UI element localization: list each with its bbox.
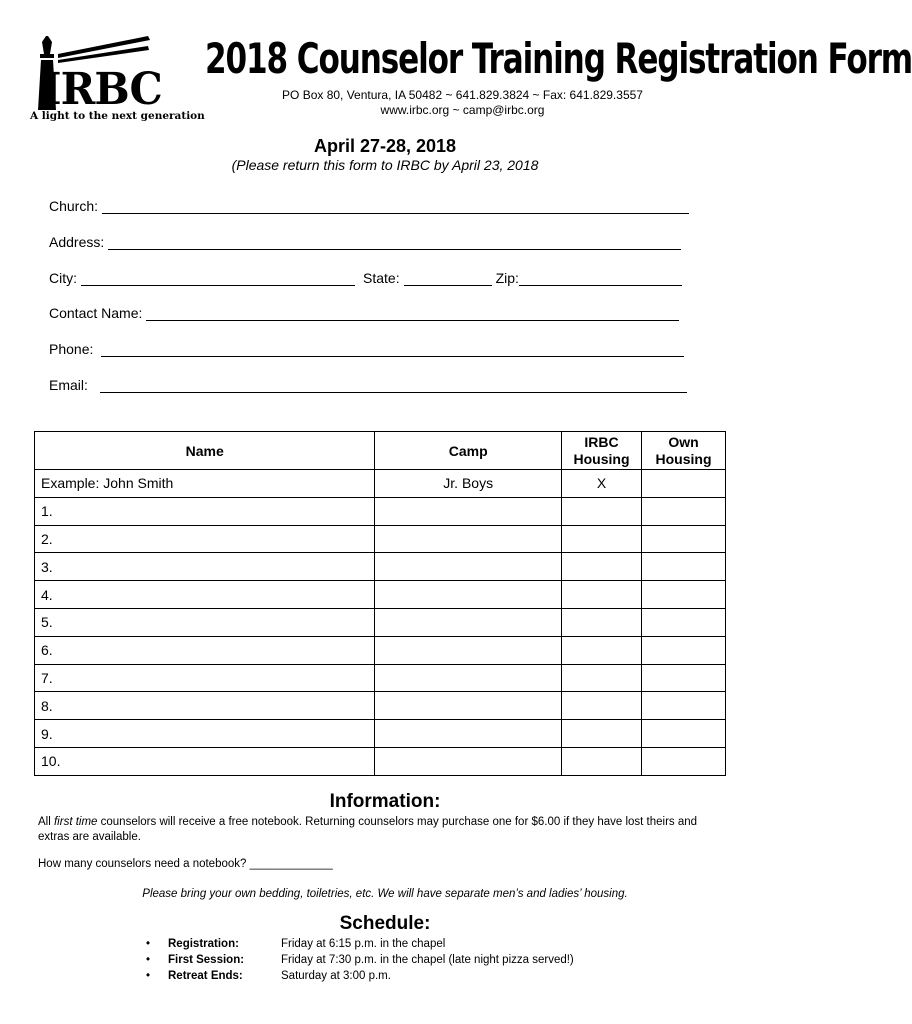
- row-irbc-housing-cell[interactable]: [562, 497, 642, 525]
- table-row: [35, 636, 726, 664]
- information-text: All first time counselors will receive a free notebook. Returning counselors may purchase one for $6.00 if they have lost theirs and extras are available.: [38, 816, 698, 843]
- church-label: Church:: [49, 198, 99, 214]
- row-irbc-housing-cell[interactable]: [562, 747, 642, 775]
- church-input-line[interactable]: [102, 199, 689, 214]
- row-irbc-housing-cell[interactable]: [562, 636, 642, 664]
- table-row: [35, 581, 726, 609]
- row-own-housing-cell[interactable]: [642, 497, 726, 525]
- address-field: [49, 234, 681, 250]
- city-state-zip-field: [49, 270, 682, 286]
- table-row: [35, 608, 726, 636]
- row-own-housing-cell[interactable]: [642, 720, 726, 748]
- bullet-icon: •: [146, 954, 151, 966]
- event-date: April 27-28, 2018: [313, 136, 457, 156]
- state-label: State:: [363, 270, 400, 286]
- row-own-housing-cell[interactable]: [642, 664, 726, 692]
- example-camp: Jr. Boys: [375, 470, 562, 498]
- phone-field: [49, 341, 684, 357]
- row-irbc-housing-cell[interactable]: [562, 581, 642, 609]
- phone-label: Phone:: [49, 341, 94, 357]
- own-housing-column-header: Own Housing: [642, 432, 726, 470]
- row-camp-cell[interactable]: [375, 497, 562, 525]
- zip-label: Zip:: [495, 270, 519, 286]
- email-label: Email:: [49, 377, 88, 393]
- row-name-cell[interactable]: 3.: [35, 553, 375, 581]
- schedule-item: [146, 938, 445, 950]
- address-input-line[interactable]: [108, 235, 681, 250]
- table-row: [35, 664, 726, 692]
- table-row: [35, 525, 726, 553]
- address-label: Address:: [49, 234, 105, 250]
- state-input-line[interactable]: [404, 271, 492, 286]
- logo-wordmark: IRBC: [42, 64, 162, 115]
- church-field: [49, 198, 689, 214]
- row-irbc-housing-cell[interactable]: [562, 692, 642, 720]
- row-own-housing-cell[interactable]: [642, 608, 726, 636]
- phone-input-line[interactable]: [101, 342, 684, 357]
- table-row: [35, 553, 726, 581]
- row-camp-cell[interactable]: [375, 692, 562, 720]
- row-name-cell[interactable]: 7.: [35, 664, 375, 692]
- contact-name-label: Contact Name:: [49, 305, 143, 321]
- bullet-icon: •: [146, 938, 151, 950]
- contact-web-email: www.irbc.org ~ camp@irbc.org: [380, 103, 545, 117]
- row-irbc-housing-cell[interactable]: [562, 664, 642, 692]
- row-camp-cell[interactable]: [375, 720, 562, 748]
- schedule-item-value: Saturday at 3:00 p.m.: [281, 970, 391, 982]
- schedule-item: [146, 954, 574, 966]
- row-own-housing-cell[interactable]: [642, 581, 726, 609]
- schedule-item-label: Retreat Ends:: [168, 970, 243, 982]
- row-camp-cell[interactable]: [375, 747, 562, 775]
- row-own-housing-cell[interactable]: [642, 636, 726, 664]
- return-deadline-note: (Please return this form to IRBC by April 23, 2018: [231, 157, 539, 173]
- row-name-cell[interactable]: 2.: [35, 525, 375, 553]
- city-input-line[interactable]: [81, 271, 355, 286]
- row-name-cell[interactable]: 9.: [35, 720, 375, 748]
- row-own-housing-cell[interactable]: [642, 525, 726, 553]
- irbc-logo: [28, 32, 205, 124]
- example-irbc-housing: X: [562, 470, 642, 498]
- row-name-cell[interactable]: 4.: [35, 581, 375, 609]
- row-irbc-housing-cell[interactable]: [562, 553, 642, 581]
- logo-tagline: A light to the next generation: [30, 110, 205, 122]
- row-own-housing-cell[interactable]: [642, 692, 726, 720]
- row-camp-cell[interactable]: [375, 553, 562, 581]
- table-row: [35, 497, 726, 525]
- row-irbc-housing-cell[interactable]: [562, 608, 642, 636]
- camp-column-header: Camp: [375, 432, 562, 470]
- row-name-cell[interactable]: 1.: [35, 497, 375, 525]
- name-column-header: Name: [35, 432, 375, 470]
- row-irbc-housing-cell[interactable]: [562, 720, 642, 748]
- row-camp-cell[interactable]: [375, 636, 562, 664]
- schedule-item-value: Friday at 7:30 p.m. in the chapel (late night pizza served!): [281, 954, 574, 966]
- row-own-housing-cell[interactable]: [642, 553, 726, 581]
- row-camp-cell[interactable]: [375, 664, 562, 692]
- row-name-cell[interactable]: 8.: [35, 692, 375, 720]
- contact-name-field: [49, 305, 679, 321]
- table-header-row: [35, 432, 726, 470]
- row-camp-cell[interactable]: [375, 581, 562, 609]
- bullet-icon: •: [146, 970, 151, 982]
- table-row: [35, 747, 726, 775]
- notebook-question: How many counselors need a notebook? _____________: [38, 858, 333, 870]
- schedule-heading: Schedule:: [339, 913, 431, 934]
- schedule-item-label: First Session:: [168, 954, 245, 966]
- row-camp-cell[interactable]: [375, 525, 562, 553]
- row-own-housing-cell[interactable]: [642, 747, 726, 775]
- row-name-cell[interactable]: 6.: [35, 636, 375, 664]
- example-own-housing: [642, 470, 726, 498]
- row-name-cell[interactable]: 10.: [35, 747, 375, 775]
- bedding-note: Please bring your own bedding, toiletries, etc. We will have separate men’s and ladies’ housing.: [142, 888, 628, 900]
- email-field: [49, 377, 687, 393]
- contact-address: PO Box 80, Ventura, IA 50482 ~ 641.829.3824 ~ Fax: 641.829.3557: [282, 88, 643, 102]
- table-row: [35, 720, 726, 748]
- example-name: Example: John Smith: [35, 470, 375, 498]
- row-name-cell[interactable]: 5.: [35, 608, 375, 636]
- schedule-item-label: Registration:: [168, 938, 239, 950]
- schedule-item-value: Friday at 6:15 p.m. in the chapel: [281, 938, 446, 950]
- page-title: 2018 Counselor Training Registration Form: [205, 34, 912, 83]
- irbc-housing-column-header: IRBC Housing: [562, 432, 642, 470]
- table-row: [35, 692, 726, 720]
- row-camp-cell[interactable]: [375, 608, 562, 636]
- counselor-table: [34, 431, 726, 776]
- schedule-item: [146, 970, 391, 982]
- contact-name-input-line[interactable]: [146, 306, 679, 321]
- city-label: City:: [49, 270, 77, 286]
- row-irbc-housing-cell[interactable]: [562, 525, 642, 553]
- email-input-line[interactable]: [100, 378, 687, 393]
- example-row: [35, 470, 726, 498]
- information-heading: Information:: [329, 791, 441, 812]
- zip-input-line[interactable]: [519, 271, 682, 286]
